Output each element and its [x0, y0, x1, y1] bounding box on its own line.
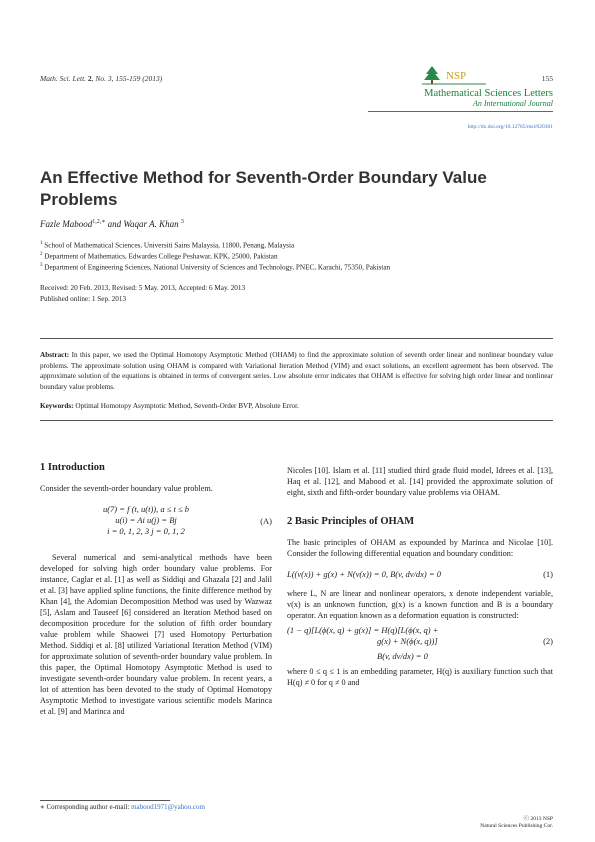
author-list: Fazle Mabood$^{1,2,∗}$ and Waqar A. Khan $^3$ — [40, 219, 184, 229]
page-number: 155 — [541, 74, 553, 83]
doi-link[interactable]: http://dx.doi.org/10.12785/msl/020301 — [467, 124, 553, 130]
equation-label-2: (2) — [543, 636, 553, 646]
abstract: Abstract: In this paper, we used the Optimal Homotopy Asymptotic Method (OHAM) to find the approximate solution of seventh order linear and nonlinear boundary value problems. The approximate solution using OHAM is compared with Variational Iteration Method (VIM) and exact solutions, an excellent agreement has been observed. The approximate solution of the equations is obtained in terms of convergent series. Low absolute error indicates that OHAM is effective for solving high order linear and nonlinear boundary value problems. — [40, 351, 554, 391]
intro-paragraph: Several numerical and semi-analytical methods have been developed for solving high order boundary value problems. For instance, Caglar et al. [1] as well as Siddiqi and Ghazala [2] and Jalil et al. [3] have applied spline functions, the finite difference method by Khan [4], the Adomian Decomposition Method was used by Wazwaz [5], Aslam and Tauseef [6] considered an Iteration Method based on decomposition procedure for the solution of fifth order boundary value problem while Shaowei [7] used Homotopy Perturbation Method. Siddiqi et al. [8] utilized Variational Iteration Method (VIM) for approximate solution of seventh-order boundary value problem. In this paper, the Optimal Homotopy Asymptotic Method is used to investigate seventh-order boundary value problem. In recent years, a lot of attention has been devoted to the study of Optimal Homotopy Asymptotic Method to investigate various scientific models Marinca et al. [9] and Marinca and — [40, 553, 272, 716]
journal-name: Mathematical Sciences Letters — [424, 88, 553, 99]
corresponding-author-footnote: ∗ Corresponding author e-mail: mabood1971@yahoo.com — [40, 803, 205, 811]
journal-block — [424, 88, 553, 108]
nsp-logo-icon — [418, 64, 490, 86]
journal-subtitle: An International Journal — [473, 99, 553, 108]
equation-A: u(7) = f (t, u(t)), a ≤ t ≤ b u(i) = Ai u(j) = Bj i = 0, 1, 2, 3 j = 0, 1, 2 (A) — [102, 504, 272, 536]
affiliation-1: $^1$ School of Mathematical Sciences, Universiti Sains Malaysia, 11800, Penang, Malaysia — [40, 241, 295, 250]
keywords: Keywords: Optimal Homotopy Asymptotic Method, Seventh-Order BVP, Absolute Error. — [40, 402, 299, 410]
running-header-citation: Math. Sci. Lett. 2, No. 3, 155-159 (2013) — [40, 74, 163, 83]
affiliation-2: $^2$ Department of Mathematics, Edwardes College Peshawar, KPK, 25000, Pakistan — [40, 252, 278, 261]
svg-text:NSP: NSP — [446, 70, 467, 82]
equation-label-A: (A) — [260, 516, 272, 526]
intro-paragraph-continued: Nicoles [10]. Islam et al. [11] studied third grade fluid model, Idrees et al. [13], Haq et al. [12], and Mabood et al. [14] provided the approximate solution of eight, sixth and fifth-order boundary value problems via OHAM. — [287, 466, 553, 497]
header-rule — [368, 111, 553, 112]
section-heading-oham: 2 Basic Principles of OHAM — [287, 516, 415, 527]
copyright-notice: ⓒ 2013 NSP Natural Sciences Publishing Cor. — [480, 816, 553, 829]
equation-2: (1 − q)[L(ϕ(x, q) + g(x)] = H(q)[L(ϕ(x, q) + g(x) + N(ϕ(x, q))] B(v, dv/dx) = 0 (2) — [287, 625, 553, 661]
author-2: Waqar A. Khan — [123, 219, 179, 229]
left-column: 1 Introduction Consider the seventh-order boundary value problem. u(7) = f (t, u(t)), a ≤ t ≤ b u(i) = Ai u(j) = Bj i = 0, 1, 2, 3 j = 0, 1, 2 (A) Several numerical and semi-analytical methods have been developed for solving high order boundary value problems. For instance, Caglar et al. [1] as well as Siddiqi and Ghazala [2] and Jalil et al. [3] have applied spline functions, the finite difference method by Khan [4], the Adomian Decomposition Method was used by Wazwaz [5], Aslam and Tauseef [6] considered an Iteration Method based on decomposition procedure for the solution of fifth order boundary value problem while Shaowei [7] used Homotopy Perturbation Method. Siddiqi et al. [8] utilized Variational Iteration Method (VIM) for approximate solution of seventh-order boundary value problem. In this paper, the Optimal Homotopy Asymptotic Method is used to investigate seventh-order boundary value problem. In recent years, a lot of attention has been devoted to the study of Optimal Homotopy Asymptotic Method to investigate various scientific models Marinca et al. [9] and Marinca and — [40, 462, 272, 716]
abstract-top-rule — [40, 338, 553, 339]
article-dates: Received: 20 Feb. 2013, Revised: 5 May. 2013, Accepted: 6 May. 2013 Published online: 1 Sep. 2013 — [40, 284, 246, 303]
footnote-rule — [40, 800, 170, 801]
section-heading-introduction: 1 Introduction — [40, 462, 105, 473]
right-column: Nicoles [10]. Islam et al. [11] studied third grade fluid model, Idrees et al. [13], Haq et al. [12], and Mabood et al. [14] provided the approximate solution of eight, sixth and fifth-order boundary value problems via OHAM. 2 Basic Principles of OHAM The basic principles of OHAM as expounded by Marinca and Nicolae [10]. Consider the following differential equation and boundary condition: L((v(x)) + g(x) + N(v(x)) = 0, B(v, dv/dx) = 0 (1) where L, N are linear and nonlinear operators, x denote independent variable, v(x) is an unknown function, g(x) is a known function and B is a boundary operator. An equation known as a deformation equation is constructed: (1 − q)[L(ϕ(x, q) + g(x)] = H(q)[L(ϕ(x, q) + g(x) + N(ϕ(x, q))] B(v, dv/dx) = 0 (2) where 0 ≤ q ≤ 1 is an embedding parameter, H(q) is auxiliary function such that H(q) ≠ 0 for q ≠ 0 and — [287, 466, 553, 687]
affiliation-3: $^3$ Department of Engineering Sciences, National University of Sciences and Technology, PNEC, Karachi, 75350, Pakistan — [40, 263, 391, 272]
author-email-link[interactable]: mabood1971@yahoo.com — [131, 803, 205, 811]
paper-title: An Effective Method for Seventh-Order Boundary Value Problems — [40, 168, 487, 209]
equation-1: L((v(x)) + g(x) + N(v(x)) = 0, B(v, dv/dx) = 0 (1) — [287, 569, 553, 579]
equation-label-1: (1) — [543, 569, 553, 579]
author-1: Fazle Mabood — [40, 219, 93, 229]
abstract-bottom-rule — [40, 420, 553, 421]
